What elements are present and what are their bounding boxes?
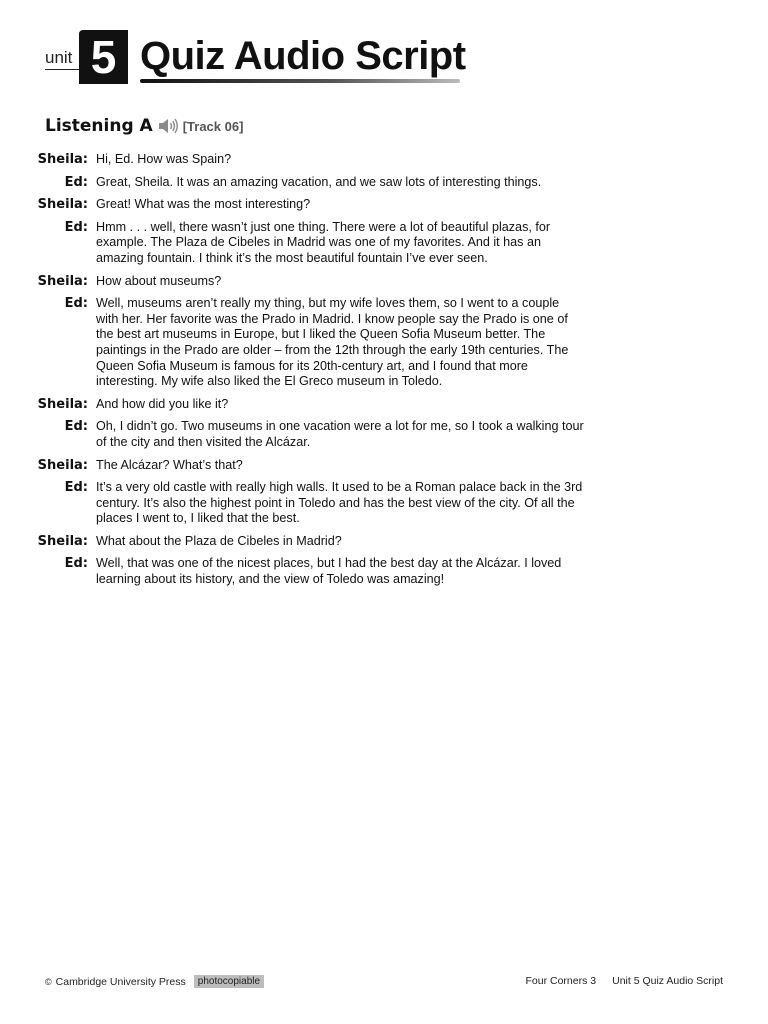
speaker-name: Ed: (64, 419, 88, 435)
copyright-text: Cambridge University Press (55, 975, 186, 988)
dialogue-turn (0, 556, 768, 587)
dialogue-turn (0, 152, 768, 168)
speaker-name: Ed: (64, 219, 88, 235)
speaker-name: Sheila: (37, 533, 88, 549)
track-label: [Track 06] (182, 118, 244, 134)
speaker-name: Sheila: (37, 396, 88, 412)
page-title: Quiz Audio Script (140, 34, 466, 78)
dialogue-line: Hmm . . . well, there wasn’t just one thing. There were a lot of beautiful plazas, for example. The Plaza de Cibeles in Madrid was one of my favorites. And it has an amazing fountain. I think it’s the most beautiful fountain I’ve ever seen. (96, 219, 551, 265)
dialogue-turn (0, 197, 768, 213)
footer-left (45, 975, 264, 988)
footer-page-title: Unit 5 Quiz Audio Script (612, 975, 723, 987)
dialogue-turn (0, 480, 768, 527)
dialogue-turn (0, 397, 768, 413)
dialogue-line: Great! What was the most interesting? (96, 197, 311, 212)
speaker-name: Ed: (64, 480, 88, 496)
dialogue-line: Well, museums aren’t really my thing, but my wife loves them, so I went to a couple with her. Her favorite was the Prado in Madrid. I know people say the Prado is one of the best art museums in Europe, but I liked the Queen Sofia Museum better. The paintings in the Prado are older – from the 12th through the early 19th centuries. The Queen Sofia Museum is famous for its 20th-century art, and I found that more interesting. My wife also liked the El Greco museum in Toledo. (96, 296, 569, 389)
dialogue-line: Hi, Ed. How was Spain? (96, 152, 232, 166)
section-heading (45, 116, 243, 136)
dialogue-line: Great, Sheila. It was an amazing vacation, and we saw lots of interesting things. (96, 174, 542, 189)
speaker-name: Ed: (64, 556, 88, 572)
dialogue (0, 152, 768, 595)
copyright-icon: © (45, 976, 52, 987)
dialogue-turn (0, 175, 768, 191)
dialogue-line: It’s a very old castle with really high walls. It used to be a Roman palace back in the 3rd century. It’s also the highest point in Toledo and has the best view of the city. Of all the places I went to, I liked that the best. (96, 480, 583, 526)
dialogue-turn (0, 274, 768, 290)
speaker-name: Sheila: (37, 273, 88, 289)
speaker-name: Sheila: (37, 457, 88, 473)
dialogue-turn (0, 534, 768, 550)
title-underline (140, 79, 460, 83)
dialogue-turn (0, 296, 768, 390)
speaker-name: Ed: (64, 296, 88, 312)
unit-underline (45, 69, 79, 70)
unit-label: unit (45, 48, 73, 67)
speaker-name: Sheila: (37, 197, 88, 213)
photocopiable-badge: photocopiable (194, 975, 264, 988)
dialogue-line: What about the Plaza de Cibeles in Madrid? (96, 533, 342, 548)
speaker-name: Sheila: (37, 152, 88, 167)
dialogue-turn (0, 220, 768, 267)
dialogue-turn (0, 419, 768, 450)
dialogue-line: How about museums? (96, 273, 222, 288)
dialogue-line: Well, that was one of the nicest places, but I had the best day at the Alcázar. I loved learning about its history, and the view of Toledo was amazing! (96, 556, 562, 587)
speaker-name: Ed: (64, 174, 88, 190)
dialogue-line: Oh, I didn’t go. Two museums in one vacation were a lot for me, so I took a walking tour of the city and then visited the Alcázar. (96, 419, 584, 449)
section-title: Listening A (45, 116, 153, 136)
dialogue-line: And how did you like it? (96, 396, 229, 411)
speaker-icon (157, 117, 179, 135)
dialogue-line: The Alcázar? What’s that? (96, 457, 243, 472)
footer-right (526, 975, 724, 987)
unit-number-box: 5 (79, 30, 128, 84)
book-title: Four Corners 3 (525, 975, 597, 987)
dialogue-turn (0, 458, 768, 474)
